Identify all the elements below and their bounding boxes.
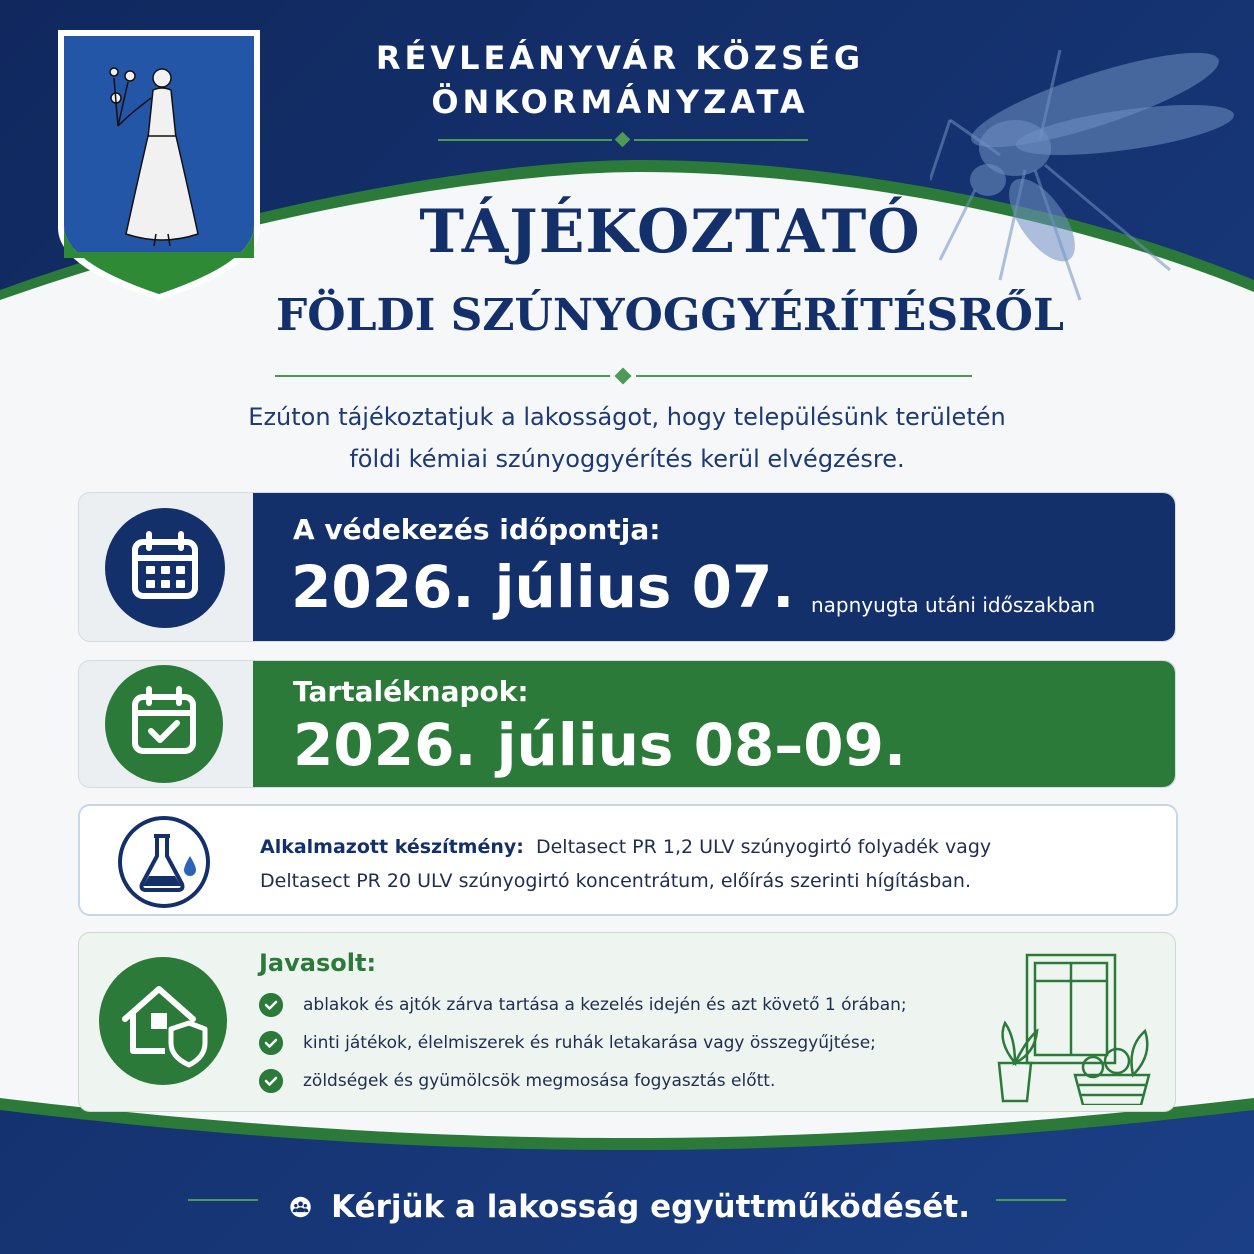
calendar-icon-circle: [105, 508, 225, 628]
schedule-date: 2026. július 07.: [291, 553, 795, 621]
product-card: [78, 804, 1178, 916]
intro-line1: Ezúton tájékoztatjuk a lakosságot, hogy településünk területén: [248, 403, 1006, 431]
check-icon: [259, 1031, 283, 1055]
recommendations-card: [78, 932, 1176, 1112]
flask-drop-icon: [116, 814, 212, 910]
schedule-label: A védekezés időpontja:: [293, 513, 661, 546]
main-title: TÁJÉKOZTATÓ: [419, 197, 921, 267]
reserve-label: Tartaléknapok:: [293, 675, 529, 708]
check-icon: [259, 993, 283, 1017]
intro-line2: földi kémiai szúnyoggyérítés kerül elvégzésre.: [349, 445, 905, 473]
product-text: [260, 830, 1140, 898]
people-group-icon: [290, 1176, 311, 1238]
footer: [290, 1176, 970, 1238]
window-plants-illustration: [975, 951, 1165, 1105]
organization-name: [300, 36, 940, 124]
intro-text: [120, 396, 1134, 480]
reserve-card: [78, 660, 1176, 788]
house-shield-icon: [99, 957, 227, 1085]
organization-name-line1: RÉVLEÁNYVÁR KÖZSÉG: [375, 39, 865, 77]
product-text-line2: Deltasect PR 20 ULV szúnyogirtó koncentrátum, előírás szerinti hígításban.: [260, 870, 971, 892]
main-subtitle: FÖLDI SZÚNYOGGYÉRÍTÉSRŐL: [276, 290, 1064, 341]
recommendation-item: [259, 1031, 876, 1055]
reserve-dates: 2026. július 08–09.: [293, 711, 907, 779]
recommendation-text: kinti játékok, élelmiszerek és ruhák letakarása vagy összegyűjtése;: [303, 1033, 876, 1053]
recommendation-text: ablakok és ajtók zárva tartása a kezelés idején és azt követő 1 órában;: [303, 995, 907, 1015]
schedule-card: [78, 492, 1176, 642]
reserve-band: [253, 661, 1175, 787]
calendar-check-icon-circle: [105, 665, 223, 783]
schedule-band: [253, 493, 1175, 641]
product-text-line1: Deltasect PR 1,2 ULV szúnyogirtó folyadék vagy: [535, 836, 992, 858]
organization-name-line2: ÖNKORMÁNYZATA: [431, 83, 809, 121]
recommendation-item: [259, 1069, 775, 1093]
calendar-icon: [105, 508, 225, 628]
schedule-note: napnyugta utáni időszakban: [811, 593, 1096, 617]
recommendation-text: zöldségek és gyümölcsök megmosása fogyasztás előtt.: [303, 1071, 776, 1091]
recommendation-item: [259, 993, 907, 1017]
footer-text: Kérjük a lakosság együttműködését.: [331, 1189, 970, 1225]
mosquito-illustration: [930, 30, 1250, 320]
product-label: Alkalmazott készítmény:: [260, 836, 524, 858]
check-icon: [259, 1069, 283, 1093]
recommendations-title: Javasolt:: [259, 949, 377, 977]
house-shield-icon-circle: [99, 957, 227, 1085]
calendar-check-icon: [105, 665, 223, 783]
